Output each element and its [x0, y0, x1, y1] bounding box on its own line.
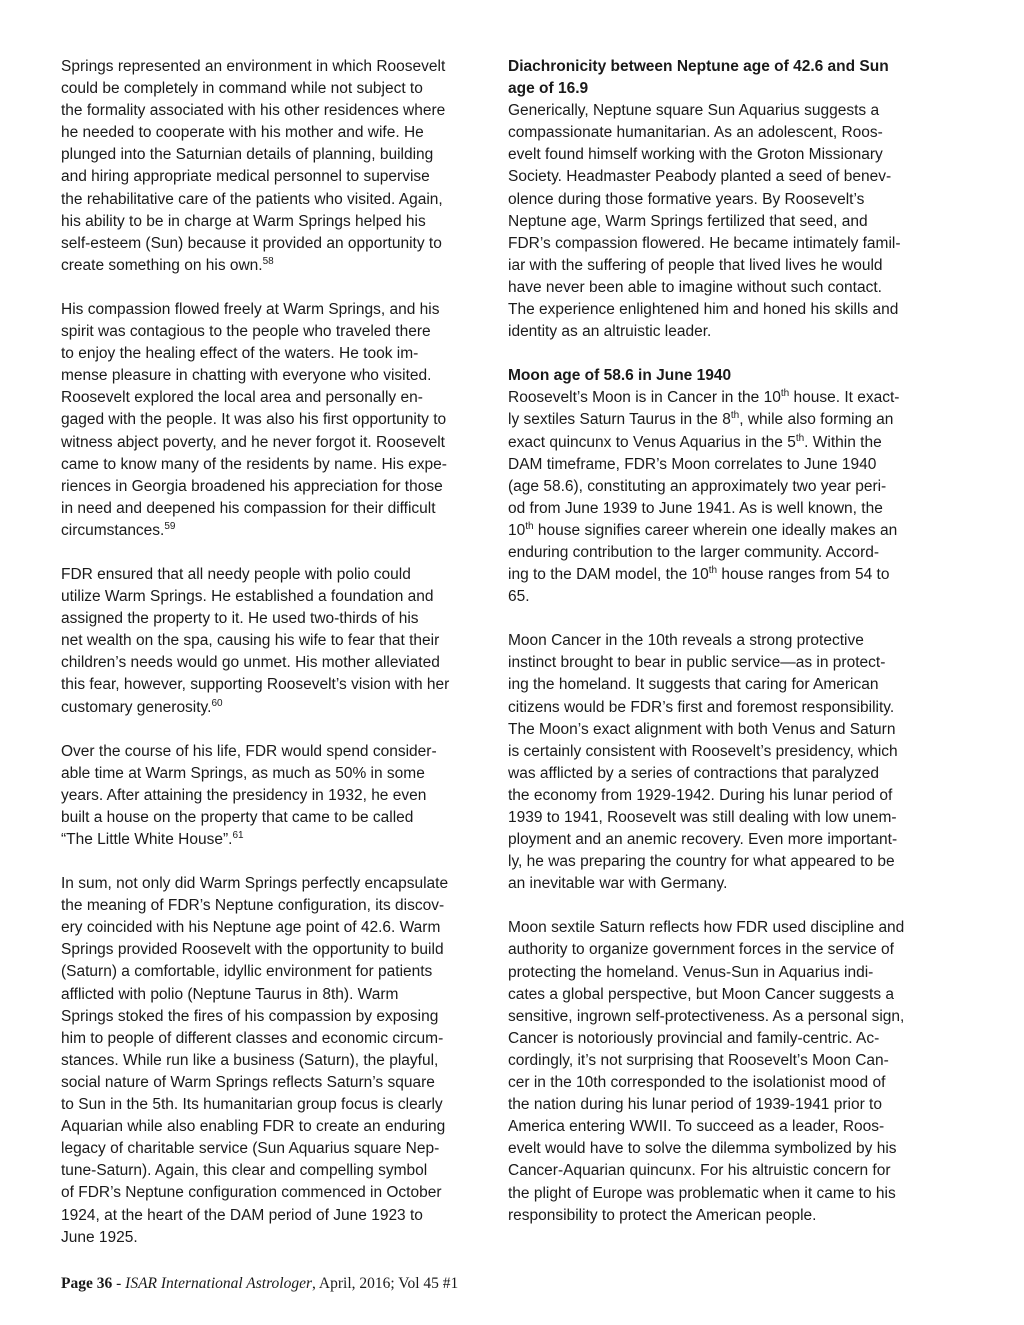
footnote-ref: 58 [262, 255, 274, 267]
paragraph-text: . Within the DAM timeframe, FDR’s Moon correlates to June 1940 (age 58.6), constituting an approximately two year peri- od from June 1939 to June 1941. As is well known, the 10 [508, 433, 887, 539]
paragraph-text: Roosevelt’s Moon is in Cancer in the 10 [508, 389, 781, 407]
footnote-ref: 61 [232, 829, 244, 841]
paragraph [61, 564, 493, 719]
ordinal-suffix: th [525, 520, 534, 532]
paragraph: Generically, Neptune square Sun Aquarius suggests a compassionate humanitarian. As an adolescent, Roos- evelt found himself working with the Groton Missionary Society. Headmaster Peabody planted a seed of benev- olence during those formative years. By Roosevelt’s Neptune age, Warm Springs fertilized that seed, and FDR’s compassion flowered. He became intimately famil- iar with the suffering of people that lived lives he would have never been able to imagine without such contact. The experience enlightened him and honed his skills and identity as an altruistic leader. [508, 102, 901, 341]
paragraph-text: His compassion flowed freely at Warm Springs, and his spirit was contagious to the people who traveled there to enjoy the healing effect of the waters. He took im- mense pleasure in chatting with everyone who visited. Roosevelt explored the local area and personally en- gaged with the people. It was also his first opportunity to witness abject poverty, and he never forgot it. Roosevelt came to know many of the residents by name. His expe- riences in Georgia broadened his appreciation for those in need and deepened his compassion for their difficult circumstances. [61, 300, 447, 539]
footnote-ref: 59 [164, 520, 176, 532]
paragraph [61, 741, 493, 851]
paragraph-text: Springs represented an environment in which Roosevelt could be completely in command while not subject to the formality associated with his other residences where he needed to cooperate with his mother and wife. He plunged into the Saturnian details of planning, building and hiring appropriate medical personnel to supervise the rehabilitative care of the patients who visited. Again, his ability to be in charge at Warm Springs helped his self-esteem (Sun) because it provided an opportunity to create something on his own. [61, 58, 446, 274]
paragraph: Moon Cancer in the 10th reveals a strong protective instinct brought to bear in public service—as in protect- ing the homeland. It suggests that caring for American citizens would be FDR’s first and foremost responsibility. The Moon’s exact alignment with both Venus and Saturn is certainly consistent with Roosevelt’s presidency, which was afflicted by a series of contractions that paralyzed the economy from 1929-1942. During his lunar period of 1939 to 1941, Roosevelt was still dealing with low unem- ployment and an anemic recovery. Even more important- ly, he was preparing the country for what appeared to be an inevitable war with Germany. [508, 632, 898, 893]
left-column [61, 56, 493, 1271]
page-number: Page 36 [61, 1275, 113, 1292]
section-heading: Moon age of 58.6 in June 1940 [508, 367, 732, 385]
paragraph-text: house. It exact- ly sextiles Saturn Taurus in the 8 [508, 389, 900, 429]
ordinal-suffix: th [780, 388, 790, 400]
ordinal-suffix: th [708, 564, 718, 576]
paragraph-text: In sum, not only did Warm Springs perfectly encapsulate the meaning of FDR’s Neptune configuration, its discov- ery coincided with his Neptune age point of 42.6. Warm Springs provided Roosevelt with the opportunity to build (Saturn) a comfortable, idyllic environment for patients afflicted with polio (Neptune Taurus in 8th). Warm Springs stoked the fires of his compassion by exposing him to people of different classes and economic circum- stances. While run like a business (Saturn), the playful, social nature of Warm Springs reflects Saturn’s square to Sun in the 5th. Its humanitarian group focus is clearly Aquarian while also enabling FDR to create an enduring legacy of charitable service (Sun Aquarius square Nep- tune-Saturn). Again, this clear and compelling symbol of FDR’s Neptune configuration commenced in October 1924, at the heart of the DAM period of June 1923 to June 1925. [61, 875, 449, 1246]
paragraph-text: Over the course of his life, FDR would spend consider- able time at Warm Springs, as much as 50% in some years. After attaining the presidency in 1932, he even built a house on the property that came to be called “The Little White House”. [61, 742, 437, 848]
right-column [508, 56, 940, 1249]
section-heading: Diachronicity between Neptune age of 42.6 and Sun age of 16.9 [508, 58, 889, 98]
issue-date: , April, 2016; Vol 45 #1 [312, 1275, 459, 1292]
publication-title: ISAR International Astrologer [125, 1275, 313, 1292]
page-footer [61, 1275, 458, 1293]
paragraph [61, 299, 493, 542]
paragraph [61, 873, 493, 1249]
paragraph-text: house signifies career wherein one ideally makes an enduring contribution to the larger community. Accord- ing to the DAM model, the 10 [508, 521, 898, 584]
paragraph-text: house ranges from 54 to 65. [508, 566, 890, 606]
footnote-ref: 60 [211, 697, 223, 709]
paragraph: Moon sextile Saturn reflects how FDR used discipline and authority to organize government forces in the service of protecting the homeland. Venus-Sun in Aquarius indi- cates a global perspective, but Moon Cancer suggests a sensitive, ingrown self-protectiveness. As a personal sign, Cancer is notoriously provincial and family-centric. Ac- cordingly, it’s not surprising that Roosevelt’s Moon Can- cer in the 10th corresponded to the isolationist mood of the nation during his lunar period of 1939-1941 prior to America entering WWII. To succeed as a leader, Roos- evelt would have to solve the dilemma symbolized by his Cancer-Aquarian quincunx. For his altruistic concern for the plight of Europe was problematic when it came to his responsibility to protect the American people. [508, 919, 905, 1224]
paragraph-text: FDR ensured that all needy people with polio could utilize Warm Springs. He established a foundation and assigned the property to it. He used two-thirds of his net wealth on the spa, causing his wife to fear that their children’s needs would go unmet. His mother alleviated this fear, however, supporting Roosevelt’s vision with her customary generosity. [61, 565, 450, 716]
paragraph [508, 387, 940, 608]
footer-separator: - [112, 1275, 126, 1292]
ordinal-suffix: th [730, 410, 740, 422]
paragraph [61, 56, 493, 277]
ordinal-suffix: th [795, 432, 805, 444]
paragraph-text: , while also forming an exact quincunx to Venus Aquarius in the 5 [508, 411, 894, 451]
